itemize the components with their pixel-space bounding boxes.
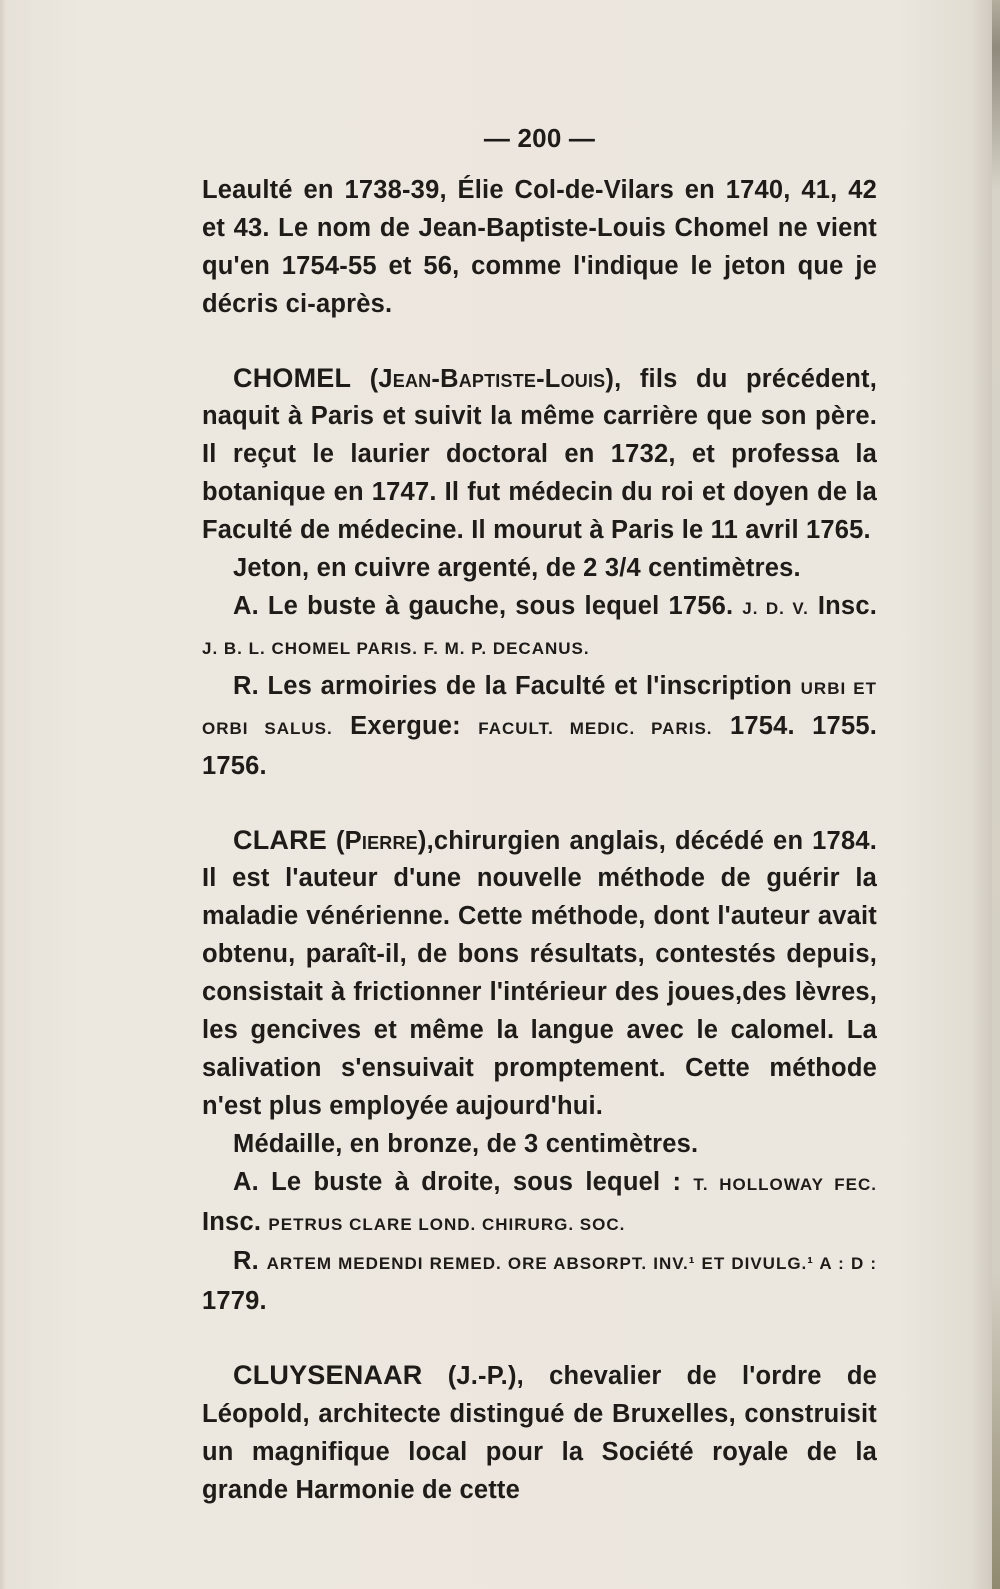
chomel-obverse-insc-label: Insc. <box>817 591 877 620</box>
chomel-body: , fils du précédent, naquit à Paris et suivit la même carrière que son père. Il reçut le laurier doctoral en 1732, et professa la botanique en 1747. Il fut médecin du roi et doyen de la Faculté de médecine. Il mourut à Paris le 11 avril 1765. <box>202 364 877 545</box>
chomel-obverse-initials: J. D. V. <box>742 598 809 618</box>
entry-chomel <box>202 360 877 786</box>
clare-obverse-insc-label: Insc. <box>202 1207 262 1236</box>
chomel-paragraph <box>202 360 877 551</box>
clare-body: ,chirurgien anglais, décédé en 1784. Il est l'auteur d'une nouvelle méthode de guérir la maladie vénérienne. Cette méthode, dont l'auteur avait obtenu, paraît-il, de bons résultats, contestés depuis, consistait à frictionner l'intérieur des joues,des lèvres, les gencives et même la langue avec le calomel. La salivation s'ensuivait promptement. Cette méthode n'est plus employée aujourd'hui. <box>202 826 877 1120</box>
chomel-exergue-label: Exergue: <box>350 711 461 740</box>
clare-reverse-inscription: ARTEM MEDENDI REMED. ORE ABSORPT. INV.¹ ET DIVULG.¹ A : D : <box>266 1254 877 1274</box>
page-left-edge <box>0 0 6 1589</box>
page-text <box>202 120 877 1510</box>
cluysenaar-body: , chevalier de l'ordre de Léopold, architecte distingué de Bruxelles, construisit un magnifique local pour la Société royale de la grande Harmonie de cette <box>202 1362 877 1504</box>
clare-name: CLARE <box>233 824 327 855</box>
chomel-reverse-inscription: URBI ET ORBI SALUS. <box>202 678 877 738</box>
clare-reverse-year: 1779. <box>202 1287 267 1316</box>
entry-cluysenaar <box>202 1357 877 1510</box>
intro-paragraph: Leaulté en 1738-39, Élie Col-de-Vilars en 1740, 41, 42 et 43. Le nom de Jean-Baptiste-Louis Chomel ne vient qu'en 1754-55 et 56, comme l'indique le jeton que je décris ci-après. <box>202 175 877 318</box>
clare-obverse-label: A. Le buste à droite, sous lequel : <box>233 1167 682 1196</box>
clare-reverse-label: R. <box>233 1247 259 1276</box>
chomel-obverse-inscription: J. B. L. CHOMEL PARIS. F. M. P. DECANUS. <box>202 638 590 658</box>
page-number: — 200 — <box>483 123 596 153</box>
clare-paragraph <box>202 822 877 1126</box>
cluysenaar-firstname: (J.-P.) <box>447 1362 517 1391</box>
clare-obverse <box>202 1164 877 1244</box>
clare-obverse-inscription: PETRUS CLARE LOND. CHIRURG. SOC. <box>268 1214 626 1234</box>
entry-clare <box>202 822 877 1322</box>
chomel-exergue-inscription: FACULT. MEDIC. PARIS. <box>478 718 713 738</box>
chomel-exergue-years: 1754. 1755. 1756. <box>202 711 877 780</box>
clare-firstname: (Pierre) <box>335 826 427 855</box>
chomel-obverse-label: A. Le buste à gauche, sous lequel 1756. <box>233 591 734 620</box>
chomel-name: CHOMEL <box>233 362 352 393</box>
chomel-firstname: (Jean-Baptiste-Louis) <box>369 364 615 393</box>
clare-reverse <box>202 1243 877 1321</box>
cluysenaar-name: CLUYSENAAR <box>233 1360 423 1391</box>
clare-obverse-signature: T. HOLLOWAY FEC. <box>693 1174 877 1194</box>
clare-medal: Médaille, en bronze, de 3 centimètres. <box>233 1129 699 1158</box>
cluysenaar-paragraph <box>202 1357 877 1510</box>
chomel-obverse <box>202 588 877 668</box>
page-right-edge <box>992 0 1000 1589</box>
chomel-reverse <box>202 668 877 786</box>
chomel-jeton: Jeton, en cuivre argenté, de 2 3/4 centimètres. <box>233 554 801 583</box>
chomel-reverse-label: R. Les armoiries de la Faculté et l'inscription <box>233 671 793 700</box>
